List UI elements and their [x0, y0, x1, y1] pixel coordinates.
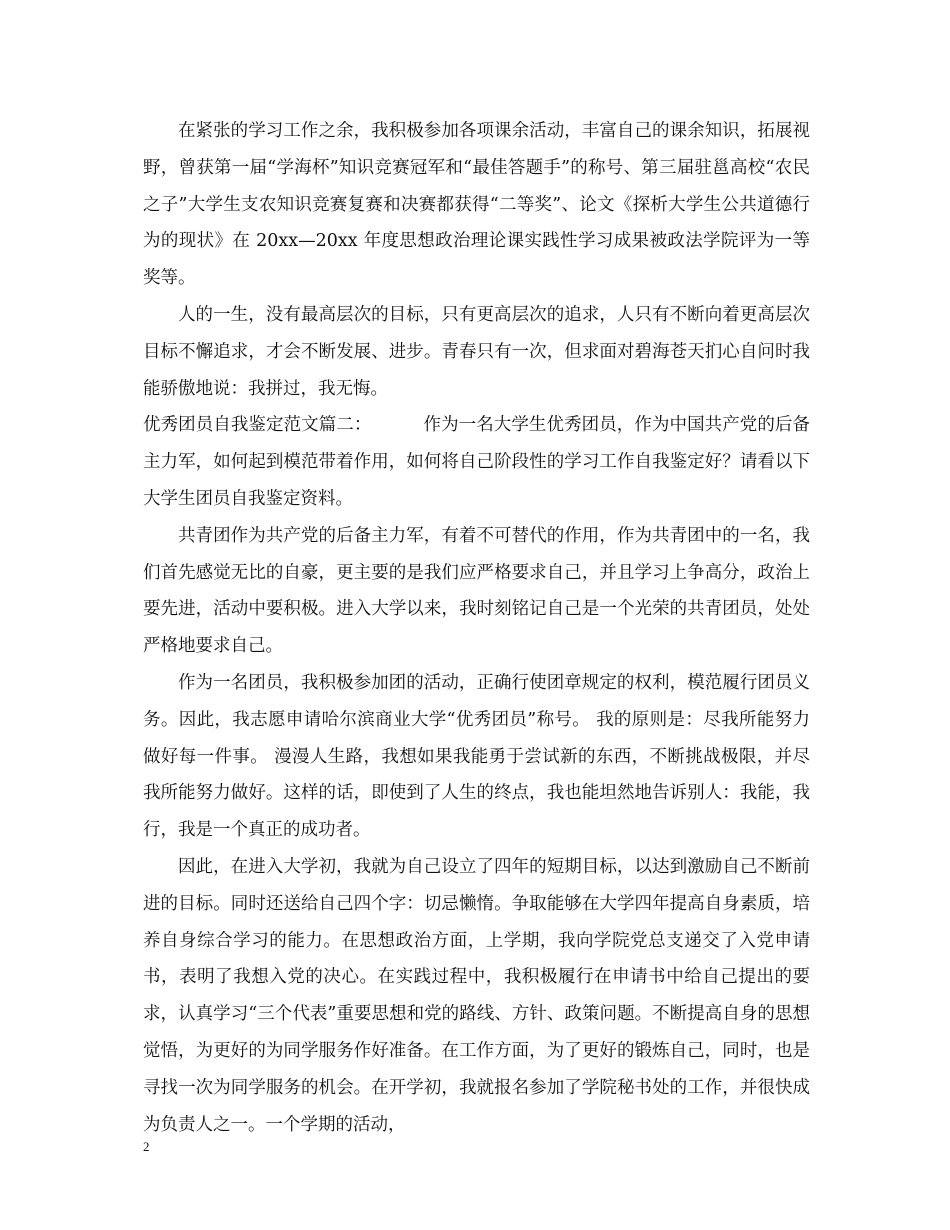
paragraph-section-two [143, 407, 810, 517]
section-heading: 优秀团员自我鉴定范文篇二： [143, 415, 372, 436]
paragraph-league-role: 共青团作为共产党的后备主力军，有着不可替代的作用，作为共青团中的一名，我们首先感觉无比的自豪，更主要的是我们应严格要求自己，并且学习上争高分，政治上要先进，活动中要积极。进入大学以来，我时刻铭记自己是一个光荣的共青团员，处处严格地要求自己。 [143, 525, 810, 657]
paragraph-life-goals: 人的一生，没有最高层次的目标，只有更高层次的追求，人只有不断向着更高层次目标不懈追求，才会不断发展、进步。青春只有一次，但求面对碧海苍天扪心自问时我能骄傲地说：我拼过，我无悔。 [143, 304, 810, 399]
page-number: 2 [143, 1139, 150, 1154]
paragraph-activities: 在紧张的学习工作之余，我积极参加各项课余活动，丰富自己的课余知识，拓展视野，曾获第一届“学海杯”知识竞赛冠军和“最佳答题手”的称号、第三届驻邕高校“农民之子”大学生支农知识竞赛复赛和决赛都获得“二等奖”、论文《探析大学生公共道德行为的现状》在 20xx—20xx 年度思想政治理论课实践性学习成果被政法学院评为一等奖等。 [143, 121, 810, 289]
section-intro: 作为一名大学生优秀团员，作为中国共产党的后备主力军，如何起到模范带着作用，如何将自己阶段性的学习工作自我鉴定好？请看以下大学生团员自我鉴定资料。 [143, 415, 811, 509]
document-body [143, 113, 810, 1143]
paragraph-member-duties: 作为一名团员，我积极参加团的活动，正确行使团章规定的权利，模范履行团员义务。因此，我志愿申请哈尔滨商业大学“优秀团员”称号。 我的原则是：尽我所能努力做好每一件事。 漫漫人生路，我想如果我能勇于尝试新的东西，不断挑战极限，并尽我所能努力做好。这样的话，即使到了人生的终点，我也能坦然地告诉别人：我能，我行，我是一个真正的成功者。 [143, 672, 810, 841]
paragraph-university-goals: 因此，在进入大学初，我就为自己设立了四年的短期目标，以达到激励自己不断前进的目标。同时还送给自己四个字：切忌懒惰。争取能够在大学四年提高自身素质，培养自身综合学习的能力。在思想政治方面，上学期，我向学院党总支递交了入党申请书，表明了我想入党的决心。在实践过程中，我积极履行在申请书中给自己提出的要求，认真学习“三个代表”重要思想和党的路线、方针、政策问题。不断提高自身的思想觉悟，为更好的为同学服务作好准备。在工作方面，为了更好的锻炼自己，同时，也是寻找一次为同学服务的机会。在开学初，我就报名参加了学院秘书处的工作，并很快成为负责人之一。一个学期的活动， [143, 856, 810, 1135]
